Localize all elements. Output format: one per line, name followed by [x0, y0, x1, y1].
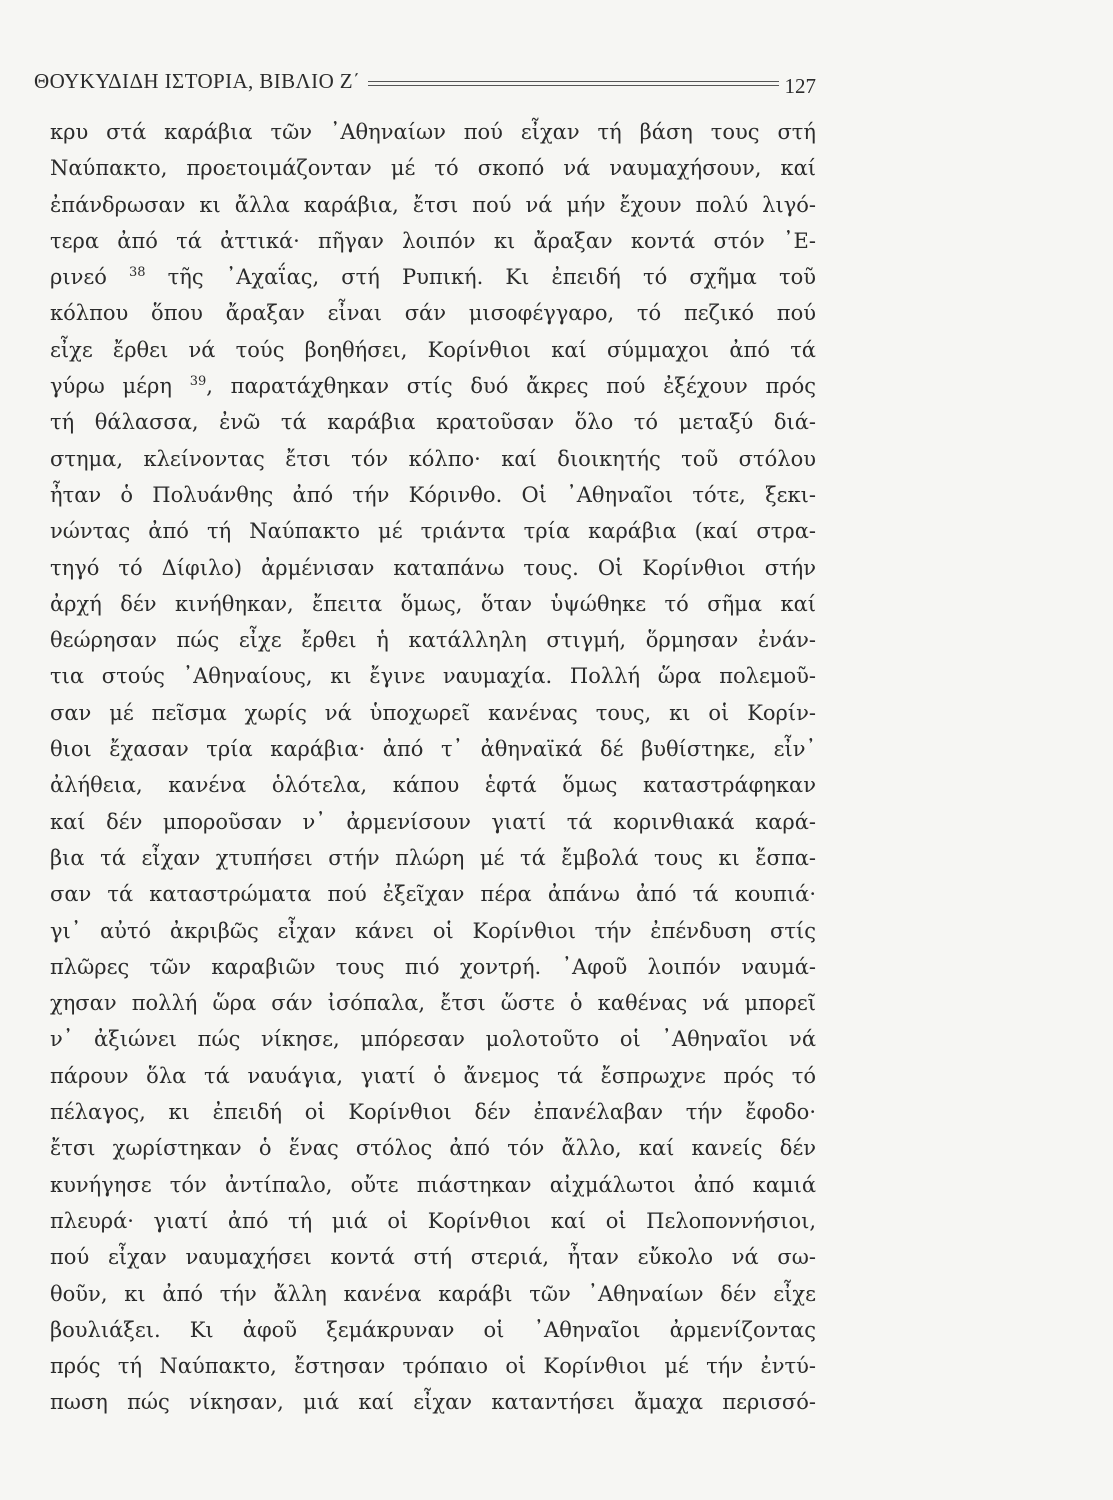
running-head-title: ΘΟΥΚΥΔΙΔΗ ΙΣΤΟΡΙΑ, ΒΙΒΛΙΟ Ζ΄: [34, 69, 361, 93]
text-segment: χησαν πολλή ὥρα σάν ἰσόπαλα, ἔτσι ὥστε ὁ καθένας νά μπορεῖ: [50, 991, 816, 1016]
text-segment: Ναύπακτο, προετοιμάζονταν μέ τό σκοπό νά ναυμαχήσουν, καί: [50, 156, 816, 181]
header-double-rule: [368, 81, 778, 86]
text-segment: σαν τά καταστρώματα πού ἐξεῖχαν πέρα ἀπάνω ἀπό τά κουπιά·: [50, 882, 816, 907]
text-segment: τηγό τό Δίφιλο) ἀρμένισαν καταπάνω τους. Οἱ Κορίνθιοι στήν: [50, 555, 816, 580]
text-line: [50, 1312, 816, 1348]
page-number: 127: [784, 74, 816, 98]
text-line: [50, 622, 816, 658]
text-line: [50, 1130, 816, 1166]
text-line: [50, 804, 816, 840]
text-line: [50, 1058, 816, 1094]
text-segment: νώντας ἀπό τή Ναύπακτο μέ τριάντα τρία καράβια (καί στρα-: [50, 519, 816, 544]
text-line: [50, 1021, 816, 1057]
text-segment: , παρατάχθηκαν στίς δυό ἄκρες πού ἐξέχουν πρός: [206, 374, 817, 399]
body-text: [50, 114, 816, 1421]
text-segment: ν᾿ ἀξιώνει πώς νίκησε, μπόρεσαν μολοτοῦτο οἱ ᾿Αθηναῖοι νά: [50, 1027, 816, 1052]
text-line: [50, 259, 816, 295]
text-segment: πλευρά· γιατί ἀπό τή μιά οἱ Κορίνθιοι καί οἱ Πελοποννήσιοι,: [50, 1208, 816, 1233]
text-segment: τια στούς ᾿Αθηναίους, κι ἔγινε ναυμαχία. Πολλή ὥρα πολεμοῦ-: [50, 664, 816, 689]
text-line: [50, 550, 816, 586]
text-segment: πού εἶχαν ναυμαχήσει κοντά στή στεριά, ἦταν εὔκολο νά σω-: [50, 1245, 816, 1270]
text-segment: ἦταν ὁ Πολυάνθης ἀπό τήν Κόρινθο. Οἱ ᾿Αθηναῖοι τότε, ξεκι-: [50, 482, 816, 507]
text-segment: πέλαγος, κι ἐπειδή οἱ Κορίνθιοι δέν ἐπανέλαβαν τήν ἔφοδο·: [50, 1100, 816, 1125]
text-line: [50, 404, 816, 440]
text-line: [50, 1203, 816, 1239]
text-line: [50, 1239, 816, 1275]
text-line: [50, 1167, 816, 1203]
text-line: [50, 767, 816, 803]
text-segment: σαν μέ πεῖσμα χωρίς νά ὑποχωρεῖ κανένας τους, κι οἱ Κορίν-: [50, 700, 816, 725]
text-line: [50, 913, 816, 949]
text-segment: πωση πώς νίκησαν, μιά καί εἶχαν καταντήσει ἄμαχα περισσό-: [50, 1390, 816, 1415]
text-segment: θιοι ἔχασαν τρία καράβια· ἀπό τ᾿ ἀθηναϊκά δέ βυθίστηκε, εἶν᾿: [50, 737, 816, 762]
text-segment: ἔτσι χωρίστηκαν ὁ ἕνας στόλος ἀπό τόν ἄλλο, καί κανείς δέν: [50, 1136, 816, 1161]
text-line: [50, 1384, 816, 1420]
text-line: [50, 949, 816, 985]
text-line: [50, 840, 816, 876]
text-line: [50, 586, 816, 622]
text-line: [50, 1348, 816, 1384]
text-segment: θεώρησαν πώς εἶχε ἔρθει ἡ κατάλληλη στιγμή, ὅρμησαν ἐνάν-: [50, 628, 816, 653]
text-segment: βια τά εἶχαν χτυπήσει στήν πλώρη μέ τά ἔμβολά τους κι ἔσπα-: [50, 845, 816, 870]
text-line: [50, 1094, 816, 1130]
text-line: [50, 441, 816, 477]
text-segment: εἶχε ἔρθει νά τούς βοηθήσει, Κορίνθιοι καί σύμμαχοι ἀπό τά: [50, 337, 816, 362]
text-line: [50, 695, 816, 731]
text-segment: κρυ στά καράβια τῶν ᾿Αθηναίων πού εἶχαν τή βάση τους στή: [50, 120, 816, 144]
text-line: [50, 295, 816, 331]
text-line: [50, 985, 816, 1021]
text-segment: πλῶρες τῶν καραβιῶν τους πιό χοντρή. ᾿Αφοῦ λοιπόν ναυμά-: [50, 954, 816, 979]
text-segment: ἐπάνδρωσαν κι ἄλλα καράβια, ἔτσι πού νά μήν ἔχουν πολύ λιγό-: [50, 192, 816, 217]
text-line: [50, 187, 816, 223]
text-line: [50, 513, 816, 549]
text-segment: γι᾿ αὐτό ἀκριβῶς εἶχαν κάνει οἱ Κορίνθιοι τήν ἐπένδυση στίς: [50, 918, 816, 943]
text-segment: τή θάλασσα, ἐνῶ τά καράβια κρατοῦσαν ὅλο τό μεταξύ διά-: [50, 410, 816, 435]
text-line: [50, 223, 816, 259]
text-line: [50, 332, 816, 368]
running-head: [34, 58, 816, 98]
text-segment: καί δέν μποροῦσαν ν᾿ ἀρμενίσουν γιατί τά κορινθιακά καρά-: [50, 809, 816, 834]
text-line: [50, 368, 816, 404]
text-line: [50, 658, 816, 694]
text-segment: θοῦν, κι ἀπό τήν ἄλλη κανένα καράβι τῶν ᾿Αθηναίων δέν εἶχε: [50, 1281, 816, 1306]
footnote-reference: 39: [189, 374, 207, 390]
text-segment: βουλιάξει. Κι ἀφοῦ ξεμάκρυναν οἱ ᾿Αθηναῖοι ἀρμενίζοντας: [50, 1317, 816, 1342]
text-segment: πάρουν ὅλα τά ναυάγια, γιατί ὁ ἄνεμος τά ἔσπρωχνε πρός τό: [50, 1063, 816, 1088]
footnote-reference: 38: [129, 265, 146, 281]
text-line: [50, 114, 816, 150]
text-segment: ἀλήθεια, κανένα ὁλότελα, κάπου ἑφτά ὅμως καταστράφηκαν: [50, 773, 816, 798]
text-segment: ρινεό: [50, 265, 129, 290]
text-segment: τερα ἀπό τά ἀττικά· πῆγαν λοιπόν κι ἄραξαν κοντά στόν ᾿Ε-: [50, 228, 816, 253]
text-line: [50, 1276, 816, 1312]
text-line: [50, 477, 816, 513]
text-segment: γύρω μέρη: [50, 374, 190, 399]
text-line: [50, 731, 816, 767]
text-segment: πρός τή Ναύπακτο, ἔστησαν τρόπαιο οἱ Κορίνθιοι μέ τήν ἐντύ-: [50, 1354, 816, 1379]
text-segment: τῆς ᾿Αχαΐας, στή Ρυπική. Κι ἐπειδή τό σχῆμα τοῦ: [145, 265, 816, 290]
text-segment: ἀρχή δέν κινήθηκαν, ἔπειτα ὅμως, ὅταν ὑψώθηκε τό σῆμα καί: [50, 591, 816, 616]
text-segment: στημα, κλείνοντας ἔτσι τόν κόλπο· καί διοικητής τοῦ στόλου: [50, 446, 816, 471]
text-line: [50, 876, 816, 912]
text-segment: κυνήγησε τόν ἀντίπαλο, οὔτε πιάστηκαν αἰχμάλωτοι ἀπό καμιά: [50, 1172, 816, 1197]
text-segment: κόλπου ὅπου ἄραξαν εἶναι σάν μισοφέγγαρο, τό πεζικό πού: [50, 301, 816, 326]
text-line: [50, 150, 816, 186]
